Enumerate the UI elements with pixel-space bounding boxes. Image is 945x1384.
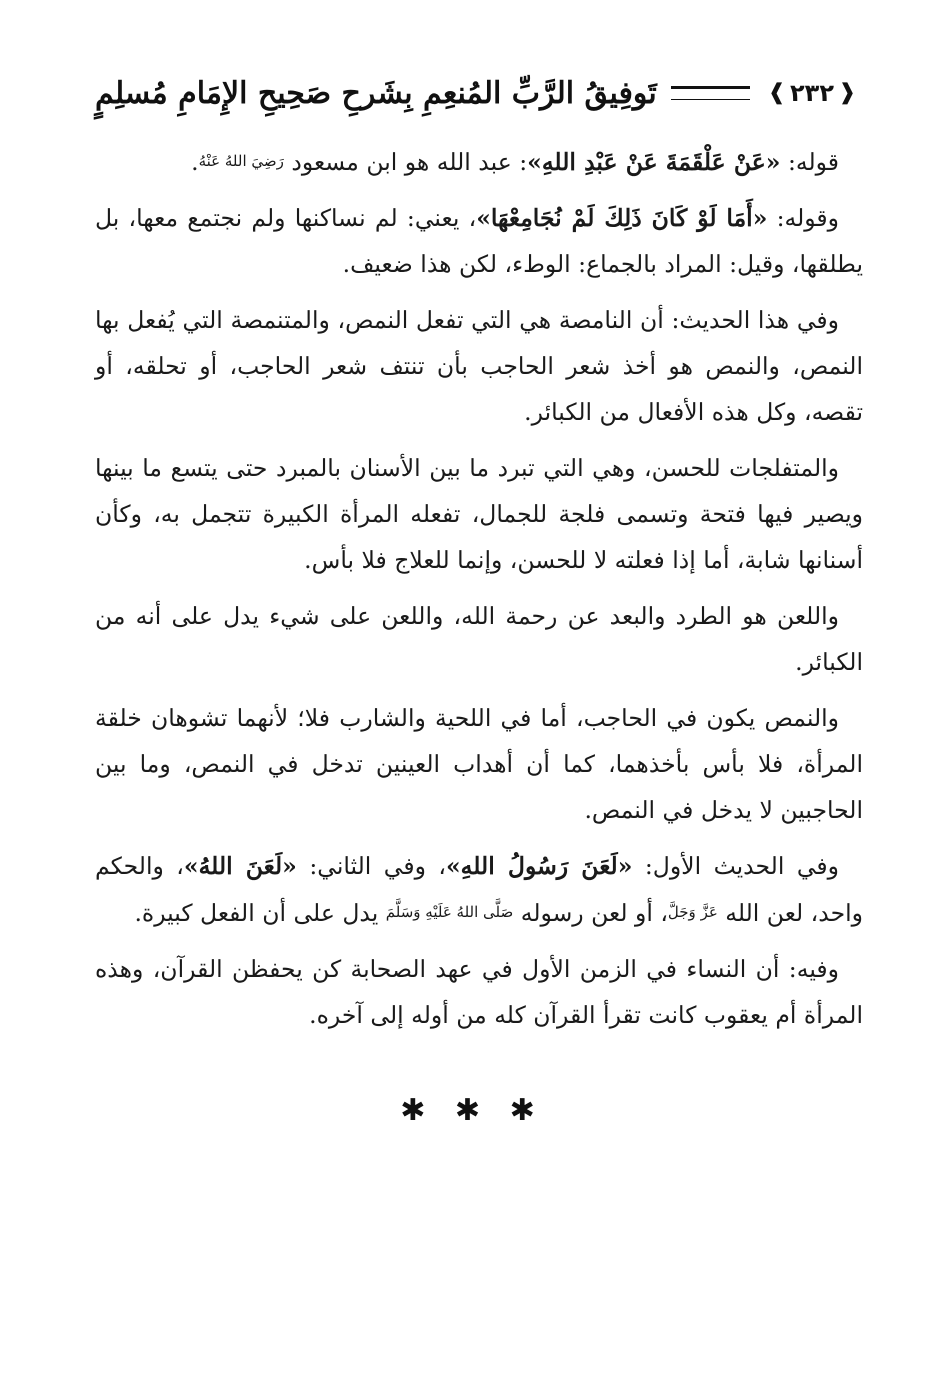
paragraph-2 bbox=[95, 195, 863, 287]
paragraph-text: وقوله: bbox=[767, 204, 840, 232]
paragraph-8: وفيه: أن النساء في الزمن الأول في عهد الصحابة كن يحفظن القرآن، وهذه المرأة أم يعقوب كانت تقرأ القرآن كله من أوله إلى آخره. bbox=[95, 955, 863, 1029]
paragraph-text: : عبد الله هو ابن مسعود bbox=[283, 148, 528, 176]
ornament-icon: ❰ bbox=[837, 80, 857, 105]
book-title: تَوفِيقُ الرَّبِّ المُنعِمِ بِشَرحِ صَحِيحِ الإِمَامِ مُسلِمٍ bbox=[95, 75, 657, 111]
paragraph-text: ، أو لعن رسوله bbox=[513, 899, 668, 927]
paragraph-4: والمتفلجات للحسن، وهي التي تبرد ما بين الأسنان بالمبرد حتى يتسع ما بينها ويصير فيها فتحة وتسمى فلجة للجمال، تفعله المرأة الكبيرة تتجمل به، وكأن أسنانها شابة، أما إذا فعلته لا للحسن، وإنما للعلاج فلا بأس. bbox=[95, 454, 863, 574]
paragraph-text: قوله: bbox=[780, 148, 839, 176]
page-number: ٢٣٢ bbox=[790, 79, 834, 107]
paragraph-text: ، يعني: لم نساكنها ولم نجتمع معها، بل يطلقها، وقيل: المراد بالجماع: الوطء، لكن هذا ضعيف. bbox=[95, 204, 863, 278]
page-number-badge bbox=[764, 66, 860, 120]
paragraph-5: واللعن هو الطرد والبعد عن رحمة الله، واللعن على شيء يدل على أنه من الكبائر. bbox=[95, 602, 863, 676]
paragraph-text: ، والحكم واحد، لعن الله bbox=[95, 852, 863, 927]
hadith-quote: «لَعَنَ رَسُولُ اللهِ» bbox=[445, 852, 633, 880]
section-separator: ✱ ✱ ✱ bbox=[400, 1093, 545, 1128]
paragraph-text: . bbox=[191, 148, 199, 176]
honorific-glyph: رَضِيَ اللهُ عَنْهُ bbox=[198, 152, 284, 170]
page-body bbox=[95, 138, 863, 1048]
paragraph-text: وفي الحديث الأول: bbox=[632, 852, 839, 880]
paragraph-text: يدل على أن الفعل كبيرة. bbox=[134, 899, 386, 927]
hadith-quote: «أَمَا لَوْ كَانَ ذَلِكَ لَمْ نُجَامِعْهَا» bbox=[476, 204, 768, 232]
paragraph-6: والنمص يكون في الحاجب، أما في اللحية والشارب فلا؛ لأنهما تشوهان خلقة المرأة، فلا بأس بأخذهما، كما أن أهداب العينين تدخل في النمص، وما بين الحاجبين لا يدخل في النمص. bbox=[95, 704, 863, 824]
honorific-glyph: صَلَّى اللهُ عَلَيْهِ وَسَلَّمَ bbox=[385, 903, 514, 921]
header-rule bbox=[671, 86, 750, 100]
paragraph-text: ، وفي الثاني: bbox=[296, 852, 446, 880]
paragraph-3: وفي هذا الحديث: أن النامصة هي التي تفعل النمص، والمتنمصة التي يُفعل بها النمص، والنمص هو أخذ شعر الحاجب بأن تنتف شعر الحاجب، أو تحلقه، أو تقصه، وكل هذه الأفعال من الكبائر. bbox=[95, 306, 863, 426]
paragraph-1 bbox=[95, 138, 863, 185]
ornament-icon: ❱ bbox=[767, 80, 787, 105]
paragraph-7 bbox=[95, 843, 863, 936]
honorific-glyph: عَزَّ وَجَلَّ bbox=[667, 903, 718, 921]
hadith-quote: «عَنْ عَلْقَمَةَ عَنْ عَبْدِ اللهِ» bbox=[527, 148, 781, 176]
hadith-quote: «لَعَنَ اللهُ» bbox=[183, 852, 297, 880]
page-header bbox=[95, 62, 860, 124]
